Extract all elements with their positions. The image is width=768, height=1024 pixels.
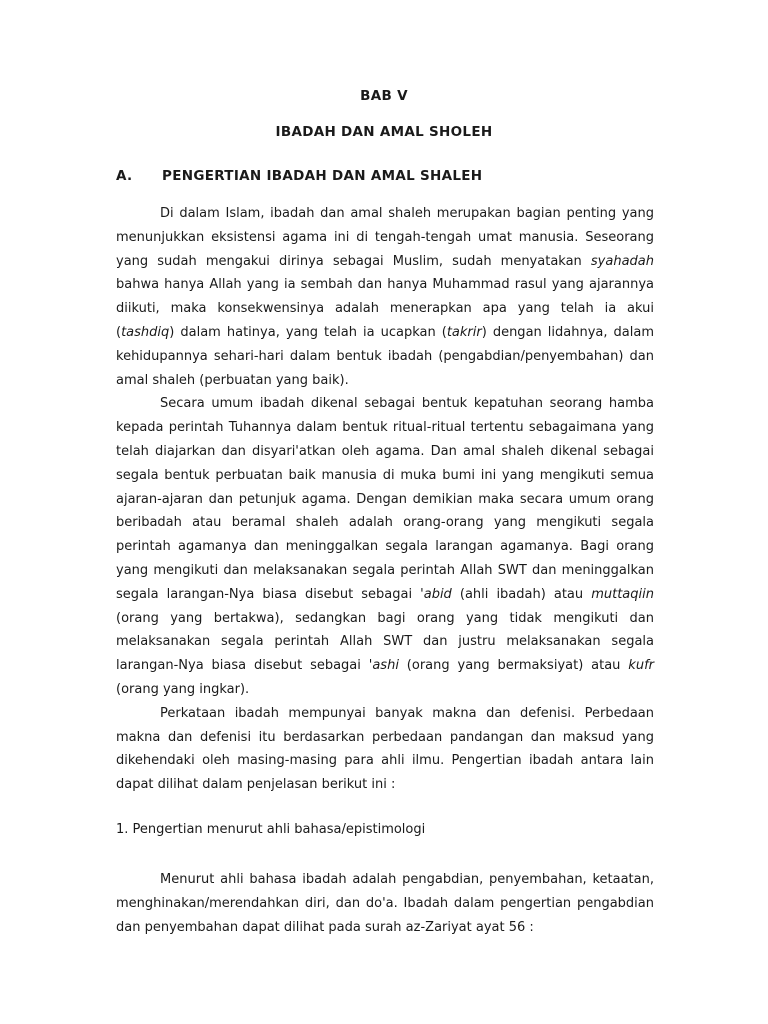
- paragraph-2-text-2: (ahli ibadah) atau: [451, 586, 592, 602]
- body-text: [116, 202, 654, 797]
- paragraph-2: [116, 392, 654, 701]
- paragraph-1-text-1: Di dalam Islam, ibadah dan amal shaleh merupakan bagian penting yang menunjukkan eksistensi agama ini di tengah-tengah umat manusia. Seseorang yang sudah mengakui dirinya sebagai Muslim, sudah menyatakan: [116, 206, 654, 269]
- chapter-number: BAB V: [360, 88, 408, 104]
- paragraph-1-text-4: ) dengan lidahnya, dalam kehidupannya sehari-hari dalam bentuk ibadah (pengabdian/penyembahan) dan amal shaleh (perbuatan yang baik).: [116, 324, 655, 388]
- term-syahadah: syahadah: [590, 253, 654, 269]
- paragraph-1-text-3: ) dalam hatinya, yang telah ia ucapkan (: [169, 324, 447, 340]
- paragraph-1: [116, 202, 654, 392]
- paragraph-2-text-5: (orang yang ingkar).: [116, 681, 250, 697]
- chapter-title: IBADAH DAN AMAL SHOLEH: [275, 124, 493, 140]
- section-letter: A.: [116, 168, 133, 184]
- body-text-continued: [116, 868, 654, 939]
- paragraph-2-text-1: Secara umum ibadah dikenal sebagai bentuk kepatuhan seorang hamba kepada perintah Tuhannya dalam bentuk ritual-ritual tertentu sebagaimana yang telah diajarkan dan disyari'atkan oleh agama. Dan amal shaleh dikenal sebagai segala bentuk perbuatan baik manusia di muka bumi ini yang mengikuti semua ajaran-ajaran dan petunjuk agama. Dengan demikian maka secara umum orang beribadah atau beramal shaleh adalah orang-orang yang mengikuti segala perintah agamanya dan meninggalkan segala larangan agamanya. Bagi orang yang mengikuti dan melaksanakan segala perintah Allah SWT dan meninggalkan segala larangan-Nya biasa disebut sebagai: [116, 396, 654, 602]
- paragraph-2-text-3: (orang yang bertakwa), sedangkan bagi orang yang tidak mengikuti dan melaksanakan segala perintah Allah SWT dan justru melaksanakan segala larangan-Nya biasa disebut sebagai: [116, 610, 654, 674]
- paragraph-4-text: Menurut ahli bahasa ibadah adalah pengabdian, penyembahan, ketaatan, menghinakan/merendahkan diri, dan do'a. Ibadah dalam pengertian pengabdian dan penyembahan dapat dilihat pada surah az-Zariyat ayat 56 :: [116, 872, 654, 935]
- term-takrir: takrir: [446, 324, 482, 340]
- paragraph-3: [116, 702, 654, 797]
- section-heading: [116, 168, 656, 184]
- section-title: PENGERTIAN IBADAH DAN AMAL SHALEH: [162, 168, 483, 184]
- term-kufr: kufr: [628, 658, 654, 674]
- subsection-heading: 1. Pengertian menurut ahli bahasa/epistimologi: [116, 822, 426, 837]
- paragraph-4: [116, 868, 654, 939]
- paragraph-1-text-2: bahwa hanya Allah yang ia sembah dan hanya Muhammad rasul yang ajarannya diikuti, maka konsekwensinya adalah menerapkan apa yang telah ia akui (: [116, 277, 654, 340]
- term-ashi: 'ashi: [368, 658, 399, 674]
- term-abid: 'abid: [420, 586, 452, 602]
- paragraph-3-text: Perkataan ibadah mempunyai banyak makna dan defenisi. Perbedaan makna dan defenisi itu berdasarkan perbedaan pandangan dan maksud yang dikehendaki oleh masing-masing para ahli ilmu. Pengertian ibadah antara lain dapat dilihat dalam penjelasan berikut ini :: [116, 705, 654, 793]
- paragraph-2-text-4: (orang yang bermaksiyat) atau: [398, 658, 629, 674]
- term-tashdiq: tashdiq: [121, 324, 170, 340]
- term-muttaqiin: muttaqiin: [591, 586, 654, 602]
